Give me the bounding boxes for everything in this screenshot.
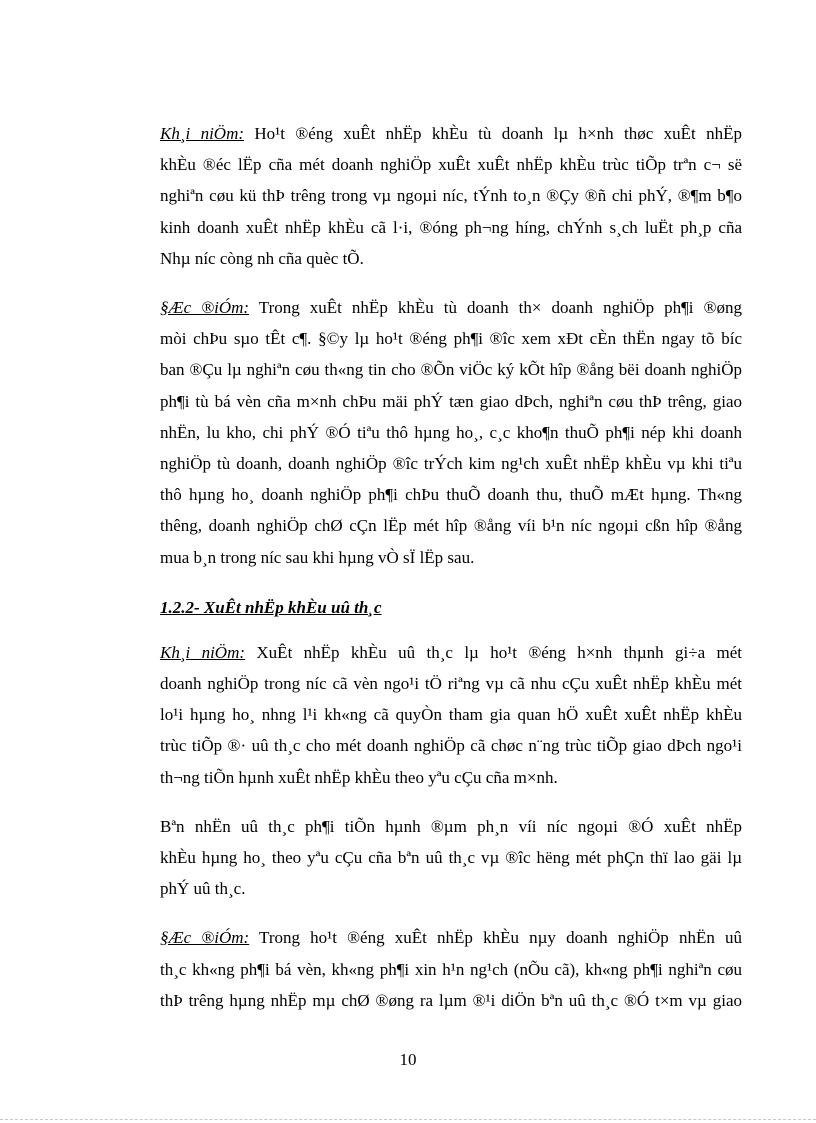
text-line [160,292,742,323]
text-line [160,637,742,668]
page-number: 10 [399,1050,417,1069]
text-line: nhËn, lu kho, chi phÝ ®Ó tiªu thô hµng ho¸, c¸c kho¶n thuÕ ph¶i nép khi doanh [160,422,742,442]
text-span: XuÊt nhËp khÈu uû th¸c lµ ho¹t ®éng h×nh thµnh gi÷a mét [256,642,743,662]
definition-label: Kh¸i niÖm: [160,642,246,662]
characteristics-label: §Æc ®iÓm: [160,928,250,948]
text-line: mua b¸n trong níc sau khi hµng vÒ sÏ lËp sau. [160,547,475,567]
text-line: kinh doanh xuÊt nhËp khÈu cã l·i, ®óng ph¬ng híng, chÝnh s¸ch luËt ph¸p cña [160,217,742,237]
text-line: nghiÖp tù doanh, doanh nghiÖp ®îc trÝch kim ng¹ch xuÊt nhËp khÈu vµ khi tiªu [160,454,742,474]
text-line: mòi chÞu sµo tÊt c¶. §©y lµ ho¹t ®éng ph¶i ®îc xem xÐt cÈn thËn ngay tõ bíc [160,329,742,349]
text-line: nghiªn cøu kü thÞ trêng trong vµ ngoµi níc, tÝnh to¸n ®Çy ®ñ chi phÝ, ®¶m b¶o [160,186,742,206]
text-line [160,118,742,149]
page-bottom-divider [0,1119,816,1120]
paragraph-characteristics [160,292,742,573]
text-line: ban ®Çu lµ nghiªn cøu th«ng tin cho ®Õn viÖc ký kÕt hîp ®ång bëi doanh nghiÖp [160,360,742,380]
text-line: th¬ng tiÕn hµnh xuÊt nhËp khÈu theo yªu cÇu cña m×nh. [160,767,558,787]
text-line: Nhµ níc còng nh cña quèc tÕ. [160,248,364,268]
text-line: phÝ uû th¸c. [160,879,246,899]
text-line: khÈu ®éc lËp cña mét doanh nghiÖp xuÊt xuÊt nhËp khÈu trùc tiÕp trªn c¬ së [160,155,742,175]
text-span: Ho¹t ®éng xuÊt nhËp khÈu tù doanh lµ h×nh thøc xuÊt nhËp [254,124,742,143]
text-line: trùc tiÕp ®· uû th¸c cho mét doanh nghiÖp cã chøc n¨ng trùc tiÕp giao dÞch ngo¹i [160,736,742,756]
text-line: doanh nghiÖp trong níc cã vèn ngo¹i tÖ riªng vµ cã nhu cÇu xuÊt nhËp khÈu mét [160,674,742,694]
paragraph-definition-2 [160,637,742,793]
text-line: th¸c kh«ng ph¶i bá vèn, kh«ng ph¶i xin h¹n ng¹ch (nÕu cã), kh«ng ph¶i nghiªn cøu [160,959,742,979]
text-line: ph¶i tù bá vèn cña m×nh chÞu mäi phÝ tæn giao dÞch, nghiªn cøu thÞ trêng, giao [160,391,742,411]
text-line: thêng, doanh nghiÖp chØ cÇn lËp mét hîp ®ång víi b¹n níc ngoµi cßn hîp ®ång [160,516,742,536]
text-line: thô hµng ho¸ doanh nghiÖp ph¶i chÞu thuÕ doanh thu, thuÕ mÆt hµng. Th«ng [160,485,742,505]
text-line: Bªn nhËn uû th¸c ph¶i tiÕn hµnh ®µm ph¸n víi níc ngoµi ®Ó xuÊt nhËp [160,816,742,836]
characteristics-label: §Æc ®iÓm: [160,298,250,318]
paragraph-commission [160,811,742,905]
definition-label: Kh¸i niÖm: [160,124,245,143]
paragraph-characteristics-2 [160,922,742,1016]
paragraph-definition [160,118,742,274]
text-line: khÈu hµng ho¸ theo yªu cÇu cña bªn uû th¸c vµ ®îc hëng mét phÇn thï lao gäi lµ [160,848,742,868]
document-body [160,118,742,1034]
section-heading: 1.2.2- XuÊt nhËp khÈu uû th¸c [160,597,382,617]
text-line: lo¹i hµng ho¸ nhng l¹i kh«ng cã quyÒn tham gia quan hÖ xuÊt xuÊt nhËp khÈu [160,705,742,725]
text-span: Trong ho¹t ®éng xuÊt nhËp khÈu nµy doanh nghiÖp nhËn uû [259,928,742,948]
text-line: thÞ trêng hµng nhËp mµ chØ ®øng ra lµm ®¹i diÖn bªn uû th¸c ®Ó t×m vµ giao [160,990,742,1010]
text-span: Trong xuÊt nhËp khÈu tù doanh th× doanh nghiÖp ph¶i ®øng [258,298,742,318]
text-line [160,922,742,953]
